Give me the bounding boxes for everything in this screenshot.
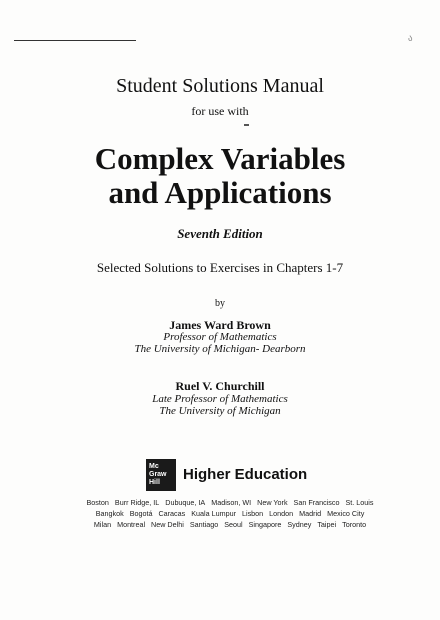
city: Madrid [299,509,322,518]
city: Taipei [317,520,337,529]
city: Boston [86,498,109,507]
publisher-name: Higher Education [183,466,308,483]
city: Kuala Lumpur [191,509,236,518]
for-use-text: for use with [191,104,249,118]
manual-title: Student Solutions Manual [116,75,324,97]
city-row [70,508,390,519]
city: Montreal [117,520,146,529]
city: Mexico City [327,509,365,518]
logo-line: Hill [149,479,160,486]
author-2-name: Ruel V. Churchill [175,379,265,393]
corner-mark: ა [408,34,413,44]
city: Sydney [287,520,312,529]
city-row [70,497,390,508]
city: New Delhi [151,520,184,529]
author-2-title: Late Professor of Mathematics [152,393,288,405]
author-1-title: Professor of Mathematics [163,331,277,343]
edition: Seventh Edition [177,226,263,241]
city: Lisbon [241,509,264,518]
book-title [0,142,440,210]
city: Dubuque, IA [165,498,206,507]
city: New York [257,498,288,507]
publisher-cities [70,497,390,530]
by-text: by [215,298,225,309]
city: Bogotá [129,509,153,518]
author-1-affiliation: The University of Michigan- Dearborn [134,343,306,355]
city: Burr Ridge, IL [114,498,160,507]
city: Madison, WI [211,498,252,507]
city: Seoul [224,520,243,529]
city: Bangkok [95,509,124,518]
selected-solutions: Selected Solutions to Exercises in Chapters 1-7 [96,260,344,275]
mcgraw-hill-logo [146,459,176,491]
publisher-block [146,459,307,491]
city: Milan [93,520,112,529]
city: Singapore [248,520,282,529]
city: San Francisco [293,498,340,507]
city: London [269,509,294,518]
city: Toronto [342,520,367,529]
city: St. Louis [345,498,374,507]
author-1-name: James Ward Brown [169,318,271,332]
city-row [70,519,390,530]
author-2-affiliation: The University of Michigan [159,405,281,417]
city: Santiago [189,520,219,529]
logo-line: Graw [149,471,167,478]
top-rule [14,40,136,41]
city: Caracas [158,509,186,518]
logo-line: Mc [149,463,159,470]
tick-mark [244,124,249,126]
book-title-line1: Complex Variables [94,141,346,176]
book-title-line2: and Applications [108,175,332,210]
